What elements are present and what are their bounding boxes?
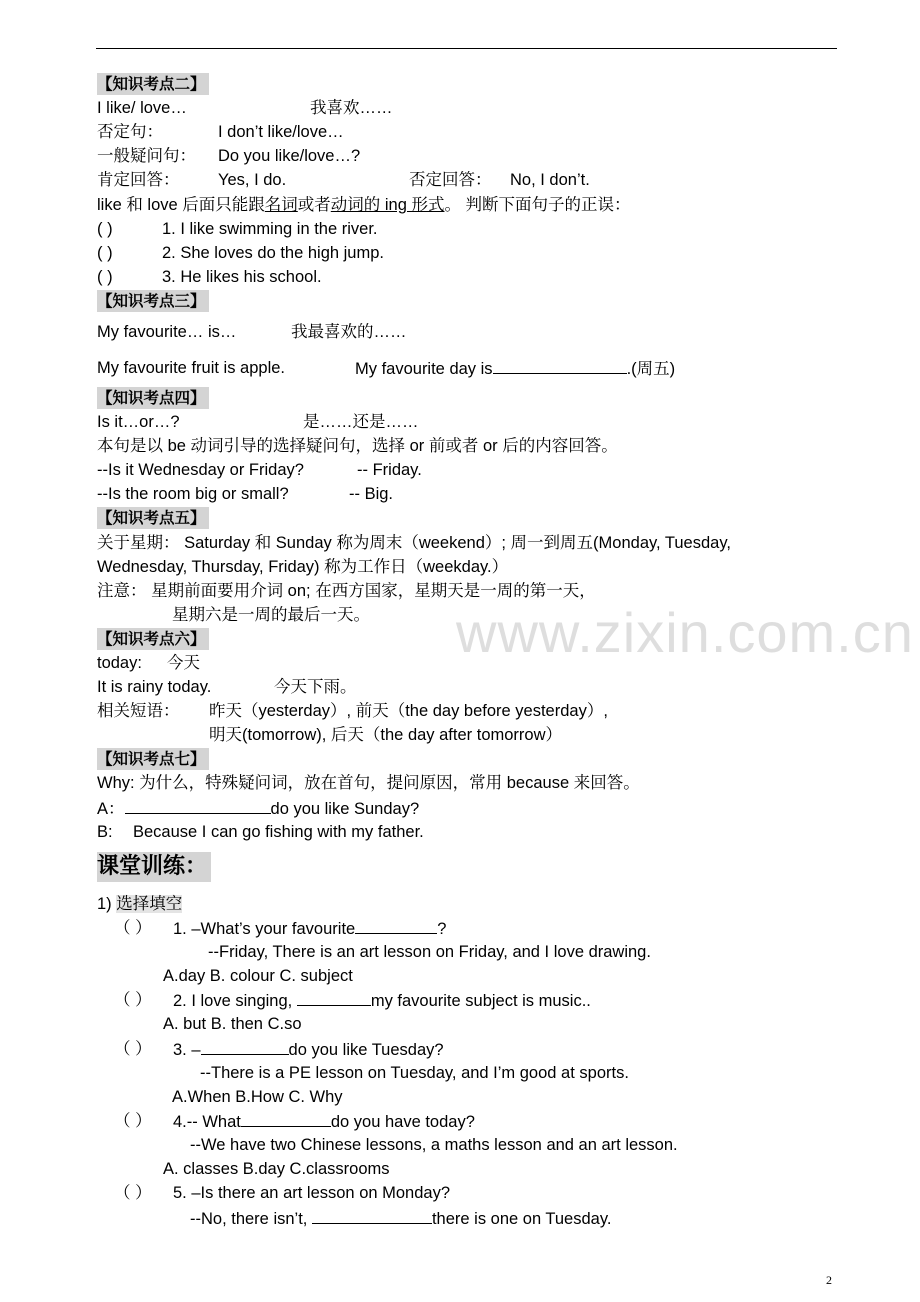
dialog-b-label: B: [97,823,113,841]
question-5-blank[interactable] [312,1208,432,1224]
dialog-a [97,798,419,819]
answer-paren-4[interactable]: （ ） [114,1112,152,1130]
dialog-a-text: do you like Sunday? [270,800,420,818]
pos-answer-label: 肯定回答： [97,171,180,189]
weekday-line-2: Wednesday, Thursday, Friday) 称为工作日（weekday.） [97,558,509,576]
judge-item-2: 2. She loves do the high jump. [162,244,384,262]
question-3-blank[interactable] [201,1039,289,1055]
weekday-line-1: 关于星期： Saturday 和 Sunday 称为周末（weekend）; 周一到周五(Monday, Tuesday, [97,534,731,552]
neg-label: 否定句： [97,123,163,141]
answer-paren-1[interactable]: （ ） [114,919,152,937]
answer-paren-3[interactable]: （ ） [114,1040,152,1058]
question-2-options: A. but B. then C.so [163,1015,302,1033]
neg-answer: No, I don’t. [510,171,590,189]
question-3-tail: do you like Tuesday? [288,1041,444,1059]
question-1-tail: ? [437,920,447,938]
like-rule-a: like 和 love 后面只能跟 [97,196,265,214]
today-cn: 今天 [167,654,200,672]
favourite-example-2-text: My favourite day is [355,360,493,378]
weekday-note-1: 注意： 星期前面要用介词 on; 在西方国家，星期天是一周的第一天， [97,582,596,600]
like-rule [97,195,631,215]
question-4-text: 4.-- What [173,1113,241,1131]
dialog-b-text: Because I can go fishing with my father. [133,823,424,841]
question-4-blank[interactable] [241,1111,331,1127]
choice-q1: --Is it Wednesday or Friday? [97,461,304,479]
header-rule [96,48,837,49]
pos-answer: Yes, I do. [218,171,287,189]
today-word: today: [97,654,142,672]
dialog-a-blank[interactable] [125,798,271,814]
like-pattern-cn: 我喜欢…… [310,99,393,117]
choice-pattern-cn: 是……还是…… [303,413,419,431]
watermark: www.zixin.com.cn [456,601,914,664]
question-4 [173,1111,475,1132]
judge-paren-1[interactable]: ( ) [97,220,113,238]
question-sentence: Do you like/love…? [218,147,361,165]
like-pattern: I like/ love… [97,99,187,117]
question-2-tail: my favourite subject is music.. [370,992,591,1010]
like-rule-e: 。 判断下面句子的正误： [444,196,631,214]
practice-title: 课堂训练： [97,852,211,882]
like-rule-c: 或者 [297,196,331,214]
why-explanation: Why: 为什么，特殊疑问词，放在首句，提问原因，常用 because 来回答。 [97,774,640,792]
question-4-reply: --We have two Chinese lessons, a maths lesson and an art lesson. [190,1136,678,1154]
like-rule-ing: 动词的 ing 形式 [330,196,445,214]
question-4-options: A. classes B.day C.classrooms [163,1160,390,1178]
phrases-label: 相关短语： [97,702,180,720]
judge-paren-2[interactable]: ( ) [97,244,113,262]
question-3-text: 3. – [173,1041,201,1059]
question-3-options: A.When B.How C. Why [172,1088,343,1106]
favourite-pattern-cn: 我最喜欢的…… [291,323,407,341]
question-1-text: 1. –What’s your favourite [173,920,356,938]
practice-sub-label: 选择填空 [116,895,183,913]
choice-a1: -- Friday. [357,461,422,479]
judge-item-1: 1. I like swimming in the river. [162,220,378,238]
question-5-reply-tail: there is one on Tuesday. [431,1210,612,1228]
neg-answer-label: 否定回答： [409,171,492,189]
question-2-text: 2. I love singing, [173,992,297,1010]
question-2 [173,990,591,1011]
favourite-example-1: My favourite fruit is apple. [97,359,285,377]
choice-pattern: Is it…or…? [97,413,180,431]
question-label: 一般疑问句： [97,147,196,165]
practice-subheading [97,894,182,914]
page-number: 2 [826,1273,832,1287]
question-1-blank[interactable] [355,918,437,934]
practice-sub-number: 1) [97,895,112,913]
question-1-options: A.day B. colour C. subject [163,967,353,985]
question-4-tail: do you have today? [330,1113,475,1131]
choice-description: 本句是以 be 动词引导的选择疑问句，选择 or 前或者 or 后的内容回答。 [97,437,618,455]
choice-q2: --Is the room big or small? [97,485,289,503]
answer-paren-5[interactable]: （ ） [114,1184,152,1202]
dialog-a-label: A： [97,800,125,818]
question-1-reply: --Friday, There is an art lesson on Friday, and I love drawing. [208,943,651,961]
judge-item-3: 3. He likes his school. [162,268,322,286]
question-5: 5. –Is there an art lesson on Monday? [173,1184,451,1202]
neg-sentence: I don’t like/love… [218,123,344,141]
phrases-line-1: 昨天（yesterday）, 前天（the day before yesterday）, [209,702,608,720]
question-5-reply [190,1208,611,1229]
like-rule-noun: 名词 [264,196,298,214]
section-heading-6: 【知识考点六】 [97,628,209,650]
favourite-example-2 [355,358,675,379]
section-heading-7: 【知识考点七】 [97,748,209,770]
phrases-line-2: 明天(tomorrow), 后天（the day after tomorrow） [209,726,562,744]
question-3 [173,1039,444,1060]
question-3-reply: --There is a PE lesson on Tuesday, and I’m good at sports. [200,1064,629,1082]
question-1 [173,918,446,939]
question-2-blank[interactable] [297,990,371,1006]
favourite-blank[interactable] [493,358,627,374]
rainy-cn: 今天下雨。 [274,678,357,696]
rainy-sentence: It is rainy today. [97,678,212,696]
answer-paren-2[interactable]: （ ） [114,991,152,1009]
favourite-example-2-tail: .(周五) [626,360,676,378]
section-heading-2: 【知识考点二】 [97,73,209,95]
section-heading-5: 【知识考点五】 [97,507,209,529]
judge-paren-3[interactable]: ( ) [97,268,113,286]
favourite-pattern: My favourite… is… [97,323,237,341]
section-heading-4: 【知识考点四】 [97,387,209,409]
weekday-note-2: 星期六是一周的最后一天。 [172,606,370,624]
question-5-reply-text: --No, there isn’t, [190,1210,312,1228]
section-heading-3: 【知识考点三】 [97,290,209,312]
choice-a2: -- Big. [349,485,394,503]
